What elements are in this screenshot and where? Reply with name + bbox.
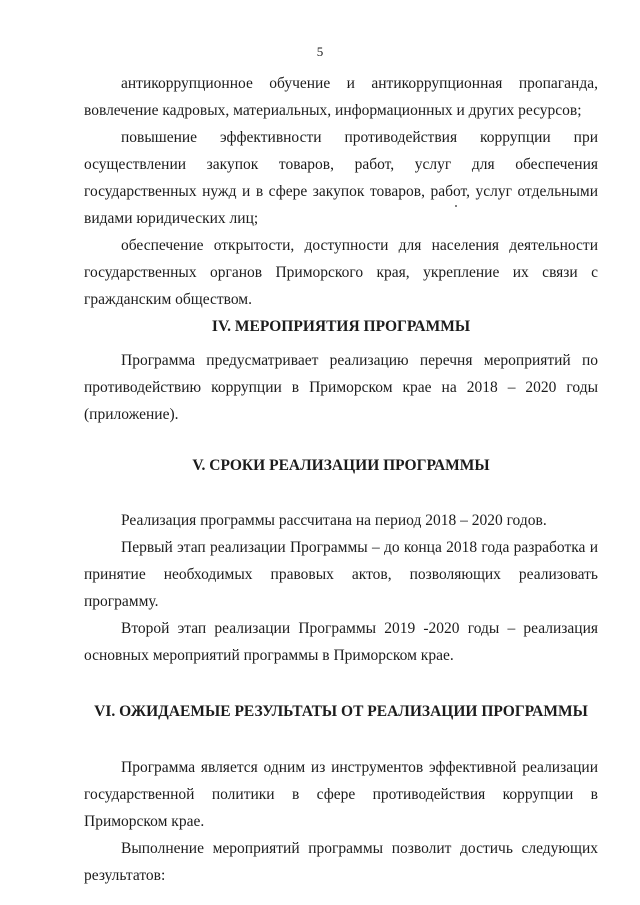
section-6-heading: VI. ОЖИДАЕМЫЕ РЕЗУЛЬТАТЫ ОТ РЕАЛИЗАЦИИ ПРОГРАММЫ <box>94 703 588 720</box>
page-number: 5 <box>316 44 324 59</box>
document-body <box>84 70 598 889</box>
section-5-paragraph-3: Второй этап реализации Программы 2019 -2020 годы – реализация основных мероприятий программы в Приморском крае. <box>84 620 598 664</box>
paragraph-intro-1: антикоррупционное обучение и антикоррупционная пропаганда, вовлечение кадровых, материальных, информационных и других ресурсов; <box>84 75 598 119</box>
section-5-heading: V. СРОКИ РЕАЛИЗАЦИИ ПРОГРАММЫ <box>192 457 490 474</box>
paragraph-intro-3: обеспечение открытости, доступности для населения деятельности государственных органов Приморского края, укрепление их связи с гражданским обществом. <box>84 237 598 308</box>
paragraph-intro-2: повышение эффективности противодействия коррупции при осуществлении закупок товаров, работ, услуг для обеспечения государственных нужд и в сфере закупок товаров, работ, услуг отдельными видами юридических лиц; <box>84 129 598 227</box>
section-5-paragraph-1: Реализация программы рассчитана на период 2018 – 2020 годов. <box>121 512 547 529</box>
section-4-heading: IV. МЕРОПРИЯТИЯ ПРОГРАММЫ <box>211 318 471 335</box>
section-4-paragraph-1: Программа предусматривает реализацию перечня мероприятий по противодействию коррупции в Приморском крае на 2018 – 2020 годы (приложение). <box>84 352 598 423</box>
section-6-paragraph-2: Выполнение мероприятий программы позволит достичь следующих результатов: <box>84 840 598 884</box>
section-6-paragraph-1: Программа является одним из инструментов эффективной реализации государственной политики в сфере противодействия коррупции в Приморском крае. <box>84 759 598 830</box>
section-5-paragraph-2: Первый этап реализации Программы – до конца 2018 года разработка и принятие необходимых правовых актов, позволяющих реализовать программу. <box>84 539 598 610</box>
